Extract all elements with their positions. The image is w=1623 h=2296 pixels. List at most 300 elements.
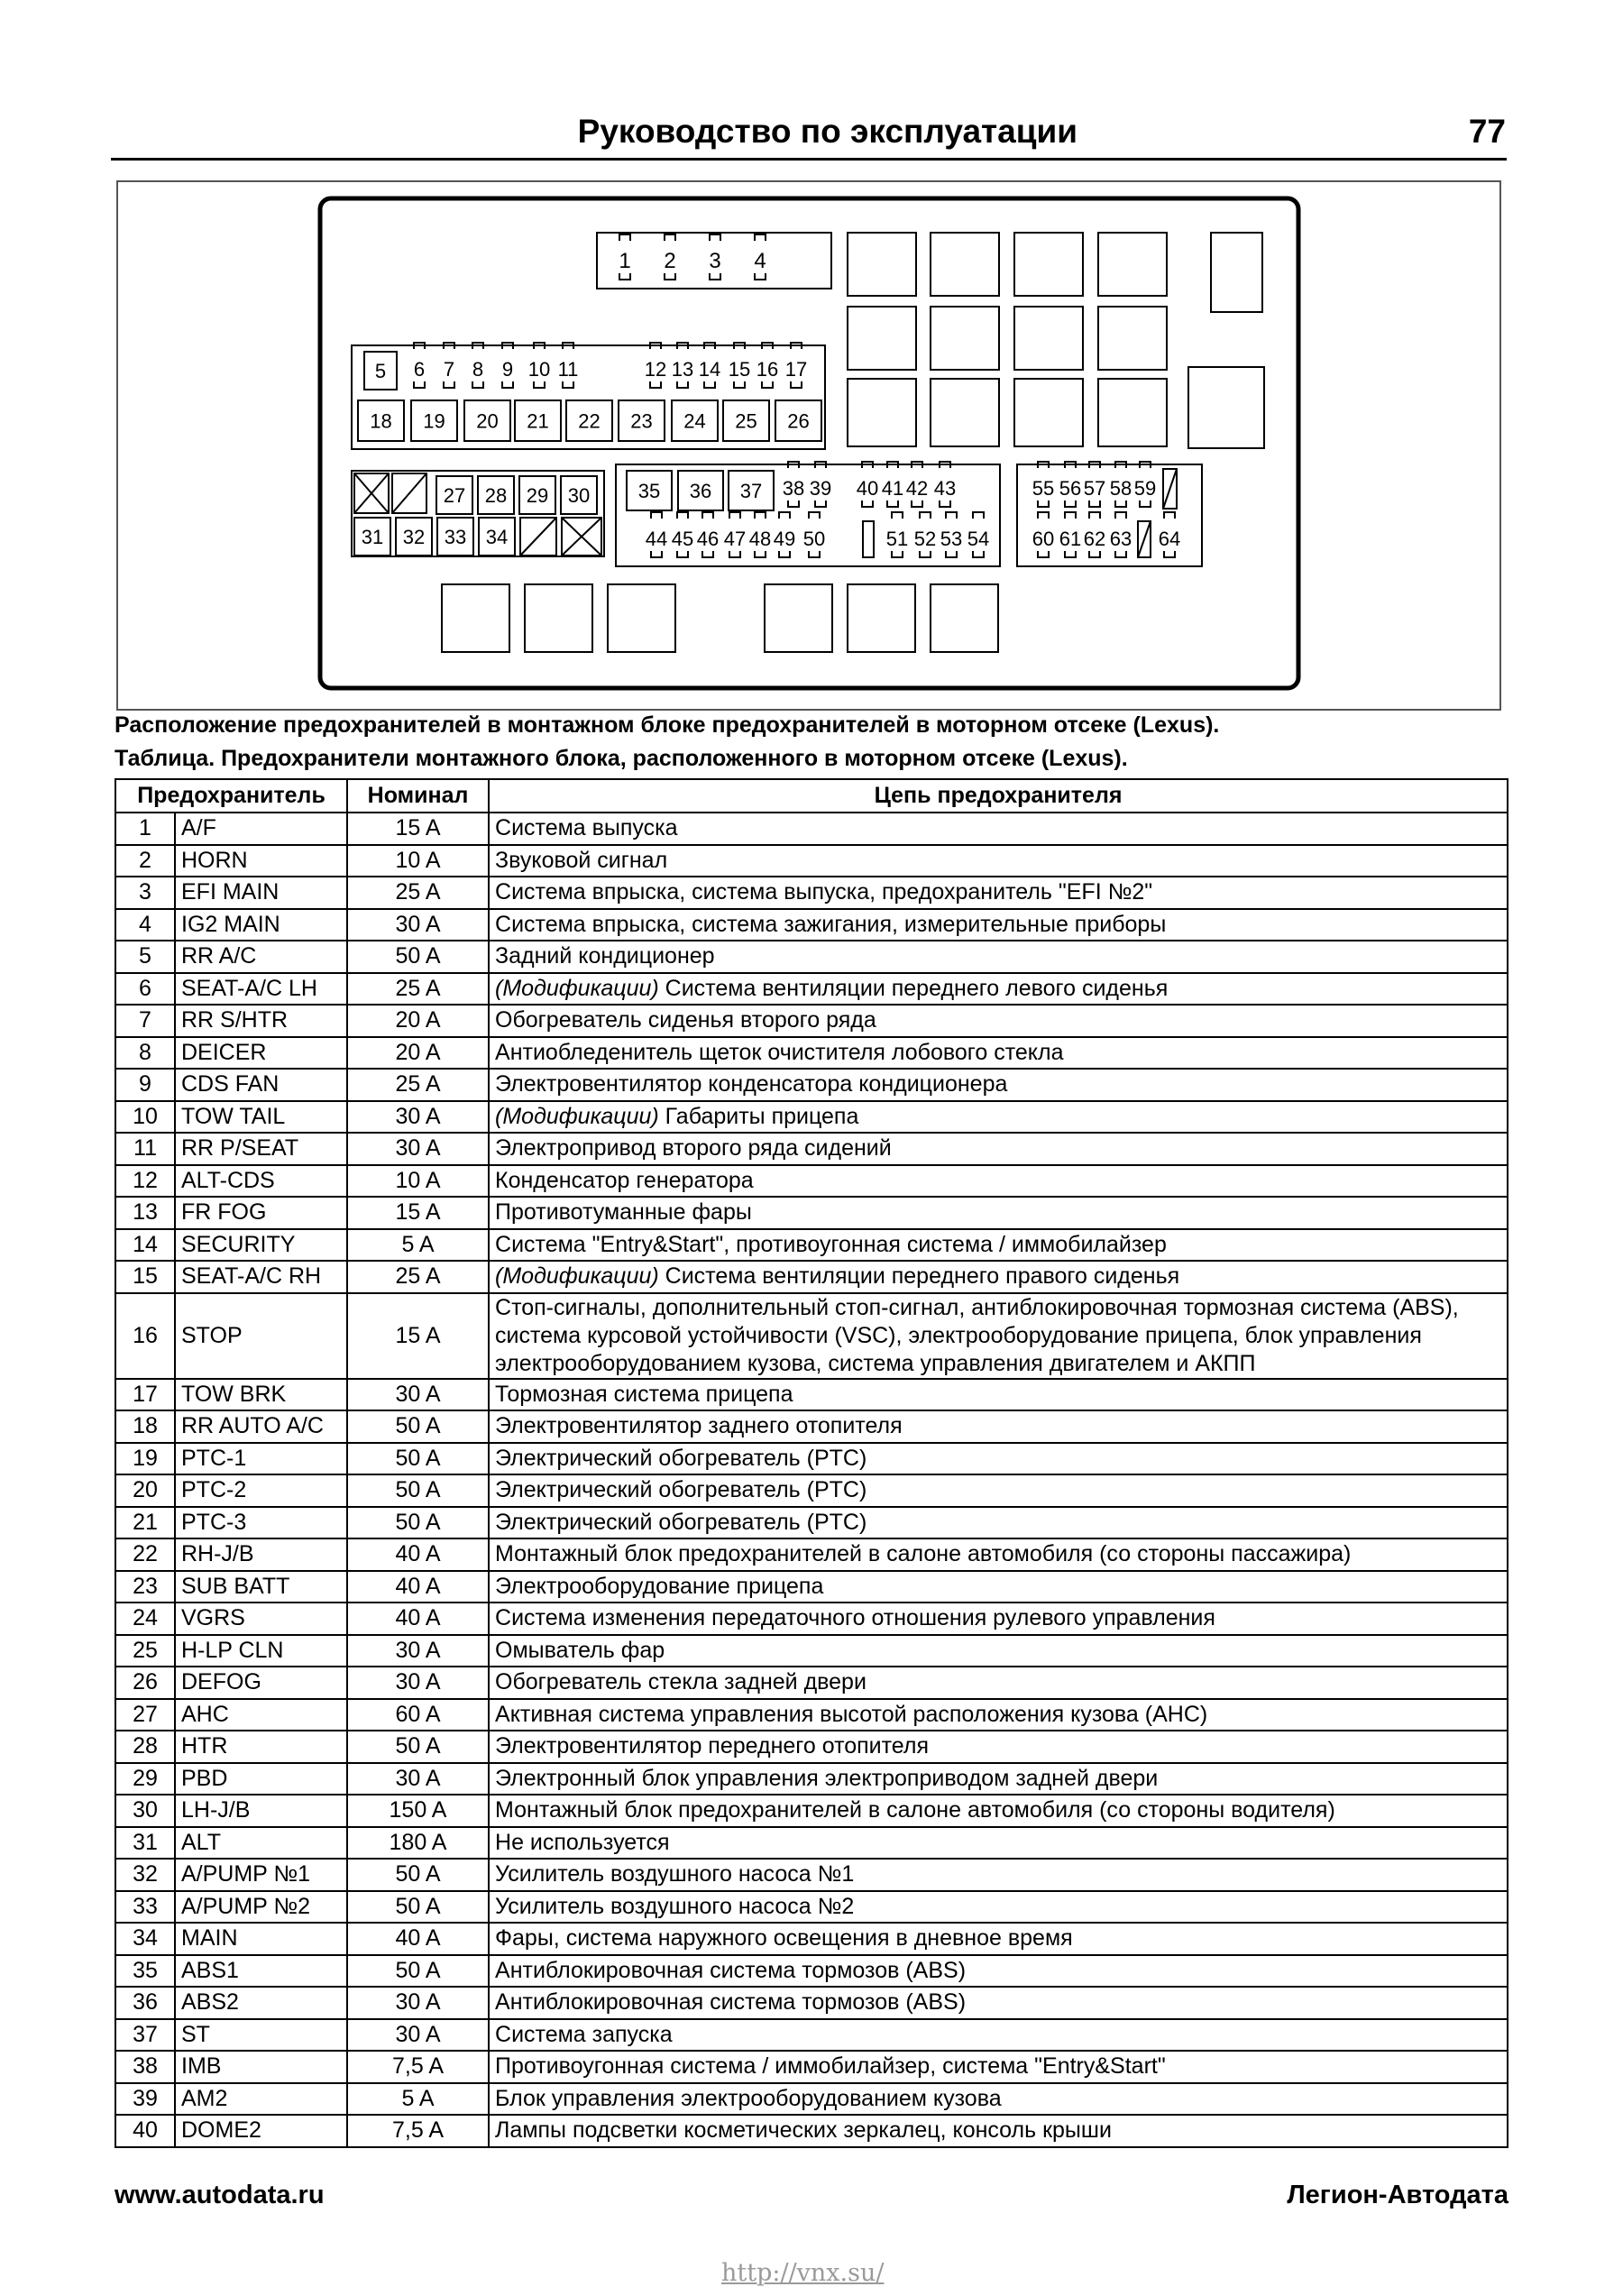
mini-fuse-terminal <box>650 381 661 388</box>
mini-fuse-terminal <box>887 501 898 507</box>
table-row <box>115 1538 1508 1571</box>
fuse-name: RR S/HTR <box>175 1005 347 1037</box>
fuse-slot-label: 31 <box>361 526 384 548</box>
mini-fuse-terminal <box>1164 512 1175 519</box>
fuse-slot-label: 36 <box>689 480 712 502</box>
mini-fuse-terminal <box>1115 501 1126 507</box>
fuse-number: 20 <box>115 1474 175 1507</box>
mini-fuse-label: 51 <box>885 528 909 550</box>
circuit-text: Система изменения передаточного отношения рулевого управления <box>495 1605 1215 1631</box>
fuse-rating: 50 A <box>347 1859 489 1891</box>
fuse-rating: 30 A <box>347 1763 489 1795</box>
fuse-circuit <box>489 1197 1508 1229</box>
fuse-circuit <box>489 877 1508 909</box>
fuse-rating: 50 A <box>347 1731 489 1763</box>
fuse-rating: 30 A <box>347 1667 489 1699</box>
fuse-rating: 30 A <box>347 909 489 941</box>
fuse-circuit <box>489 1603 1508 1635</box>
fuse-circuit <box>489 1474 1508 1507</box>
mini-fuse-terminal <box>1089 551 1100 557</box>
fuse-name: EFI MAIN <box>175 877 347 909</box>
circuit-text: Задний кондиционер <box>495 943 715 969</box>
fuse-number: 19 <box>115 1443 175 1475</box>
mini-fuse-label: 4 <box>754 249 766 273</box>
fuse-number: 6 <box>115 973 175 1006</box>
fuse-name: AM2 <box>175 2083 347 2116</box>
fuse-number: 28 <box>115 1731 175 1763</box>
fuse-circuit <box>489 941 1508 973</box>
mini-fuse-label: 39 <box>809 477 832 500</box>
mini-fuse-label: 14 <box>698 358 721 381</box>
fuse-circuit <box>489 1069 1508 1101</box>
fuse-circuit <box>489 1410 1508 1443</box>
relay-slot <box>1014 233 1083 296</box>
fuse-circuit <box>489 973 1508 1006</box>
fuse-slot-label: 25 <box>735 409 757 433</box>
fuse-number: 37 <box>115 2019 175 2052</box>
mini-fuse-terminal <box>815 501 826 507</box>
circuit-text: Система впрыска, система выпуска, предохранитель "EFI №2" <box>495 879 1153 905</box>
mini-fuse-terminal <box>946 551 957 557</box>
fuse-circuit <box>489 1261 1508 1293</box>
mini-fuse-terminal <box>791 381 802 388</box>
table-row <box>115 1923 1508 1955</box>
fuse-rating: 30 A <box>347 1635 489 1667</box>
mini-fuse-terminal <box>940 501 950 507</box>
footer-publisher: Легион-Автодата <box>1287 2181 1508 2209</box>
mini-fuse-label: 59 <box>1133 477 1157 500</box>
mini-fuse-terminal <box>912 501 922 507</box>
mini-fuse-terminal <box>755 273 766 280</box>
fuse-rating: 50 A <box>347 1507 489 1539</box>
mini-fuse-label: 58 <box>1109 477 1132 500</box>
table-row <box>115 813 1508 845</box>
fuse-name: ABS2 <box>175 1987 347 2019</box>
fuse-circuit <box>489 1165 1508 1198</box>
mini-fuse-label: 63 <box>1109 528 1132 550</box>
fuse-slot-label: 34 <box>485 526 509 548</box>
fuse-name: IG2 MAIN <box>175 909 347 941</box>
circuit-text: Электровентилятор конденсатора кондиционера <box>495 1071 1008 1097</box>
mini-fuse-label: 17 <box>784 358 808 381</box>
fuse-slot-label: 32 <box>402 526 426 548</box>
table-row <box>115 1955 1508 1988</box>
table-row <box>115 1827 1508 1860</box>
table-row <box>115 1443 1508 1475</box>
mini-fuse-label: 6 <box>413 358 426 381</box>
fuse-name: SUB BATT <box>175 1571 347 1603</box>
fuse-circuit <box>489 1133 1508 1165</box>
fuse-rating: 10 A <box>347 845 489 877</box>
fuse-name: ALT-CDS <box>175 1165 347 1198</box>
mini-fuse-terminal <box>1115 551 1126 557</box>
circuit-text: Антиобледенитель щеток очистителя лобового стекла <box>495 1039 1064 1065</box>
fuse-circuit <box>489 1293 1508 1379</box>
relay-slot <box>1211 233 1262 312</box>
relay-slot <box>608 584 675 652</box>
fuse-name: A/PUMP №1 <box>175 1859 347 1891</box>
mini-fuse-terminal <box>710 234 720 241</box>
mini-fuse-terminal <box>779 551 790 557</box>
circuit-text: Система вентиляции переднего правого сиденья <box>658 1263 1180 1290</box>
circuit-text: Монтажный блок предохранителей в салоне автомобиля (со стороны пассажира) <box>495 1541 1352 1567</box>
mini-fuse-terminal <box>755 234 766 241</box>
mini-fuse-terminal <box>677 381 688 388</box>
fuse-rating: 30 A <box>347 1987 489 2019</box>
mini-slot <box>863 521 874 557</box>
mini-fuse-label: 16 <box>756 358 779 381</box>
relay-slot <box>442 584 509 652</box>
mini-fuse-terminal <box>472 381 483 388</box>
mini-fuse-terminal <box>734 381 745 388</box>
diag-line <box>1138 521 1151 557</box>
fuse-slot-label: 18 <box>370 409 392 433</box>
mini-fuse-terminal <box>809 512 820 519</box>
table-row <box>115 1410 1508 1443</box>
fuse-number: 27 <box>115 1699 175 1731</box>
fuse-circuit <box>489 1891 1508 1924</box>
mini-fuse-label: 47 <box>723 528 747 550</box>
mini-fuse-label: 43 <box>933 477 957 500</box>
mini-fuse-terminal <box>563 381 573 388</box>
watermark-url: http://vnx.su/ <box>721 2259 885 2287</box>
relay-slot <box>1098 233 1167 296</box>
fuse-box-diagram <box>0 0 1623 721</box>
table-row <box>115 2083 1508 2116</box>
fuse-name: TOW BRK <box>175 1379 347 1411</box>
mini-fuse-terminal <box>1065 501 1076 507</box>
fuse-number: 1 <box>115 813 175 845</box>
fuse-name: IMB <box>175 2051 347 2083</box>
fuse-rating: 50 A <box>347 941 489 973</box>
fuse-circuit <box>489 909 1508 941</box>
table-row <box>115 877 1508 909</box>
modification-note: (Модификации) <box>495 975 659 1001</box>
page-number: 77 <box>1468 113 1506 150</box>
table-row <box>115 1101 1508 1134</box>
fuse-name: HORN <box>175 845 347 877</box>
circuit-text: Усилитель воздушного насоса №2 <box>495 1893 855 1919</box>
circuit-text: Фары, система наружного освещения в дневное время <box>495 1925 1073 1952</box>
circuit-text: Антиблокировочная система тормозов (ABS) <box>495 1957 967 1983</box>
fuse-slot-label: 5 <box>374 360 387 382</box>
mini-fuse-label: 41 <box>881 477 904 500</box>
relay-slot <box>848 379 916 446</box>
fuse-rating: 7,5 A <box>347 2051 489 2083</box>
mini-fuse-label: 40 <box>856 477 879 500</box>
fuse-rating: 50 A <box>347 1410 489 1443</box>
fuse-slot-label: 23 <box>630 409 653 433</box>
table-row <box>115 2115 1508 2147</box>
table-row <box>115 1261 1508 1293</box>
fuse-number: 8 <box>115 1037 175 1070</box>
relay-slot <box>525 584 592 652</box>
fuse-number: 38 <box>115 2051 175 2083</box>
fuse-circuit <box>489 1538 1508 1571</box>
mini-fuse-terminal <box>755 551 766 557</box>
mini-fuse-terminal <box>1038 512 1049 519</box>
fuse-name: FR FOG <box>175 1197 347 1229</box>
fuse-rating: 50 A <box>347 1955 489 1988</box>
fuse-circuit <box>489 1037 1508 1070</box>
fuse-circuit <box>489 1443 1508 1475</box>
mini-fuse-terminal <box>920 512 931 519</box>
fuse-name: SEAT-A/C RH <box>175 1261 347 1293</box>
modification-note: (Модификации) <box>495 1263 659 1290</box>
table-row <box>115 1507 1508 1539</box>
circuit-text: Электрооборудование прицепа <box>495 1573 824 1599</box>
fuse-circuit <box>489 1571 1508 1603</box>
fuse-number: 30 <box>115 1795 175 1827</box>
fuse-box-outline <box>320 198 1298 688</box>
mini-fuse-terminal <box>1089 501 1100 507</box>
fuse-rating: 150 A <box>347 1795 489 1827</box>
mini-fuse-label: 8 <box>472 358 484 381</box>
fuse-circuit <box>489 1859 1508 1891</box>
fuse-number: 13 <box>115 1197 175 1229</box>
fuse-rating: 5 A <box>347 2083 489 2116</box>
mini-fuse-label: 48 <box>748 528 772 550</box>
mini-fuse-label: 12 <box>644 358 667 381</box>
mini-fuse-terminal <box>1065 551 1076 557</box>
relay-slot <box>848 307 916 370</box>
fuse-circuit <box>489 2083 1508 2116</box>
table-row <box>115 1859 1508 1891</box>
footer-website: www.autodata.ru <box>115 2181 325 2209</box>
table-row <box>115 1635 1508 1667</box>
circuit-text: Блок управления электрооборудованием кузова <box>495 2085 1002 2111</box>
diag-line <box>392 473 426 513</box>
fuse-name: DOME2 <box>175 2115 347 2147</box>
table-row <box>115 1987 1508 2019</box>
fuse-name: RR P/SEAT <box>175 1133 347 1165</box>
mini-fuse-label: 49 <box>773 528 796 550</box>
mini-fuse-terminal <box>619 273 630 280</box>
mini-fuse-terminal <box>665 273 675 280</box>
table-row <box>115 909 1508 941</box>
table-row <box>115 1197 1508 1229</box>
table-row <box>115 2019 1508 2052</box>
fuse-rating: 25 A <box>347 1069 489 1101</box>
fuse-circuit <box>489 1731 1508 1763</box>
mini-fuse-terminal <box>862 501 873 507</box>
fuse-number: 23 <box>115 1571 175 1603</box>
fuse-slot-label: 22 <box>578 409 601 433</box>
fuse-number: 21 <box>115 1507 175 1539</box>
fuse-number: 26 <box>115 1667 175 1699</box>
fuse-name: RR A/C <box>175 941 347 973</box>
fuse-rating: 50 A <box>347 1443 489 1475</box>
mini-fuse-terminal <box>1140 501 1151 507</box>
mini-fuse-label: 56 <box>1059 477 1082 500</box>
fuse-slot-label: 20 <box>476 409 499 433</box>
fuse-slot-label: 19 <box>423 409 445 433</box>
fuse-circuit <box>489 1667 1508 1699</box>
table-row <box>115 1037 1508 1070</box>
fuse-circuit <box>489 1379 1508 1411</box>
mini-fuse-terminal <box>704 381 715 388</box>
fuse-number: 35 <box>115 1955 175 1988</box>
circuit-text: Электровентилятор переднего отопителя <box>495 1733 930 1759</box>
fuse-number: 2 <box>115 845 175 877</box>
circuit-text: Электронный блок управления электроприводом задней двери <box>495 1765 1159 1791</box>
fuse-rating: 10 A <box>347 1165 489 1198</box>
mini-fuse-terminal <box>665 234 675 241</box>
fuse-circuit <box>489 845 1508 877</box>
mini-fuse-label: 60 <box>1032 528 1055 550</box>
table-caption: Таблица. Предохранители монтажного блока, расположенного в моторном отсеке (Lexus). <box>115 746 1128 771</box>
table-row <box>115 1474 1508 1507</box>
fuse-rating: 40 A <box>347 1603 489 1635</box>
fuse-name: VGRS <box>175 1603 347 1635</box>
fuse-name: LH-J/B <box>175 1795 347 1827</box>
mini-fuse-terminal <box>414 381 425 388</box>
mini-fuse-label: 57 <box>1083 477 1106 500</box>
fuse-rating: 25 A <box>347 973 489 1006</box>
fuse-name: MAIN <box>175 1923 347 1955</box>
circuit-text: Система выпуска <box>495 815 678 841</box>
fuse-slot-label: 30 <box>567 484 591 507</box>
fuse-rating: 20 A <box>347 1037 489 1070</box>
mini-fuse-label: 46 <box>696 528 720 550</box>
fuse-number: 36 <box>115 1987 175 2019</box>
mini-fuse-label: 11 <box>557 358 579 381</box>
page-title: Руководство по эксплуатации <box>577 113 1077 150</box>
mini-fuse-terminal <box>762 381 773 388</box>
circuit-text: Монтажный блок предохранителей в салоне автомобиля (со стороны водителя) <box>495 1797 1335 1823</box>
fuse-name: PTC-2 <box>175 1474 347 1507</box>
mini-fuse-terminal <box>1038 501 1049 507</box>
fuse-rating: 30 A <box>347 1133 489 1165</box>
fuse-name: PTC-3 <box>175 1507 347 1539</box>
relay-slot <box>1014 307 1083 370</box>
mini-fuse-terminal <box>1065 512 1076 519</box>
table-row <box>115 1133 1508 1165</box>
fuse-number: 34 <box>115 1923 175 1955</box>
mini-fuse-label: 38 <box>782 477 805 500</box>
fuse-circuit <box>489 1005 1508 1037</box>
fuse-name: CDS FAN <box>175 1069 347 1101</box>
mini-fuse-label: 15 <box>728 358 751 381</box>
mini-fuse-terminal <box>892 512 903 519</box>
mini-fuse-terminal <box>755 512 766 519</box>
fuse-circuit <box>489 1987 1508 2019</box>
circuit-text: Не используется <box>495 1829 670 1855</box>
diag-line <box>520 518 556 556</box>
fuse-number: 24 <box>115 1603 175 1635</box>
fuse-number: 17 <box>115 1379 175 1411</box>
mini-fuse-terminal <box>1164 551 1175 557</box>
mini-fuse-terminal <box>677 512 688 519</box>
fuse-circuit <box>489 1229 1508 1262</box>
mini-fuse-terminal <box>788 501 799 507</box>
table-row <box>115 973 1508 1006</box>
circuit-text: Система вентиляции переднего левого сиденья <box>658 975 1169 1001</box>
fuse-name: RH-J/B <box>175 1538 347 1571</box>
circuit-text: Звуковой сигнал <box>495 847 668 873</box>
fuse-rating: 15 A <box>347 813 489 845</box>
fuse-number: 32 <box>115 1859 175 1891</box>
fuse-circuit <box>489 2115 1508 2147</box>
circuit-text: Обогреватель стекла задней двери <box>495 1669 867 1695</box>
fuse-rating: 15 A <box>347 1197 489 1229</box>
table-row <box>115 1165 1508 1198</box>
mini-fuse-label: 45 <box>671 528 694 550</box>
fuse-number: 39 <box>115 2083 175 2116</box>
circuit-text: Система впрыска, система зажигания, измерительные приборы <box>495 911 1167 937</box>
circuit-text: Габариты прицепа <box>658 1103 859 1129</box>
relay-slot <box>1098 307 1167 370</box>
mini-fuse-terminal <box>729 512 740 519</box>
mini-fuse-label: 64 <box>1158 528 1181 550</box>
circuit-text: Электропривод второго ряда сидений <box>495 1135 892 1162</box>
fuse-rating: 25 A <box>347 877 489 909</box>
fuse-rating: 50 A <box>347 1474 489 1507</box>
table-row <box>115 1571 1508 1603</box>
mini-fuse-terminal <box>946 512 957 519</box>
fuse-number: 14 <box>115 1229 175 1262</box>
table-row <box>115 1379 1508 1411</box>
mini-fuse-terminal <box>502 381 513 388</box>
table-row <box>115 1069 1508 1101</box>
mini-fuse-terminal <box>809 551 820 557</box>
mini-fuse-label: 55 <box>1032 477 1055 500</box>
fuse-name: STOP <box>175 1293 347 1379</box>
fuse-circuit <box>489 1923 1508 1955</box>
fuse-slot-label: 37 <box>739 480 763 502</box>
circuit-text: Система "Entry&Start", противоугонная система / иммобилайзер <box>495 1231 1167 1257</box>
fuse-number: 15 <box>115 1261 175 1293</box>
fuse-number: 31 <box>115 1827 175 1860</box>
circuit-text: Электрический обогреватель (PTC) <box>495 1445 867 1471</box>
mini-fuse-terminal <box>651 512 662 519</box>
fuse-table <box>115 778 1508 2148</box>
relay-slot <box>931 584 998 652</box>
relay-slot <box>848 233 916 296</box>
fuse-name: RR AUTO A/C <box>175 1410 347 1443</box>
header-circuit: Цепь предохранителя <box>489 779 1508 813</box>
circuit-text: Противоугонная система / иммобилайзер, система "Entry&Start" <box>495 2053 1166 2080</box>
fuse-number: 12 <box>115 1165 175 1198</box>
fuse-name: HTR <box>175 1731 347 1763</box>
mini-fuse-label: 9 <box>501 358 514 381</box>
table-row <box>115 1293 1508 1379</box>
fuse-rating: 40 A <box>347 1923 489 1955</box>
table-row <box>115 845 1508 877</box>
mini-fuse-label: 1 <box>619 249 631 273</box>
fuse-slot-label: 26 <box>787 409 810 433</box>
fuse-circuit <box>489 813 1508 845</box>
fuse-rating: 40 A <box>347 1538 489 1571</box>
fuse-rating: 5 A <box>347 1229 489 1262</box>
mini-fuse-terminal <box>702 512 713 519</box>
mini-fuse-label: 10 <box>527 358 551 381</box>
relay-slot <box>765 584 832 652</box>
mini-fuse-terminal <box>651 551 662 557</box>
table-row <box>115 1603 1508 1635</box>
table-row <box>115 1731 1508 1763</box>
mini-fuse-terminal <box>973 551 984 557</box>
fuse-circuit <box>489 1507 1508 1539</box>
table-row <box>115 1005 1508 1037</box>
fuse-name: H-LP CLN <box>175 1635 347 1667</box>
table-row <box>115 2051 1508 2083</box>
mini-fuse-terminal <box>973 512 984 519</box>
relay-slot <box>931 233 999 296</box>
mini-fuse-terminal <box>779 512 790 519</box>
circuit-text: Обогреватель сиденья второго ряда <box>495 1007 876 1033</box>
fuse-rating: 15 A <box>347 1293 489 1379</box>
